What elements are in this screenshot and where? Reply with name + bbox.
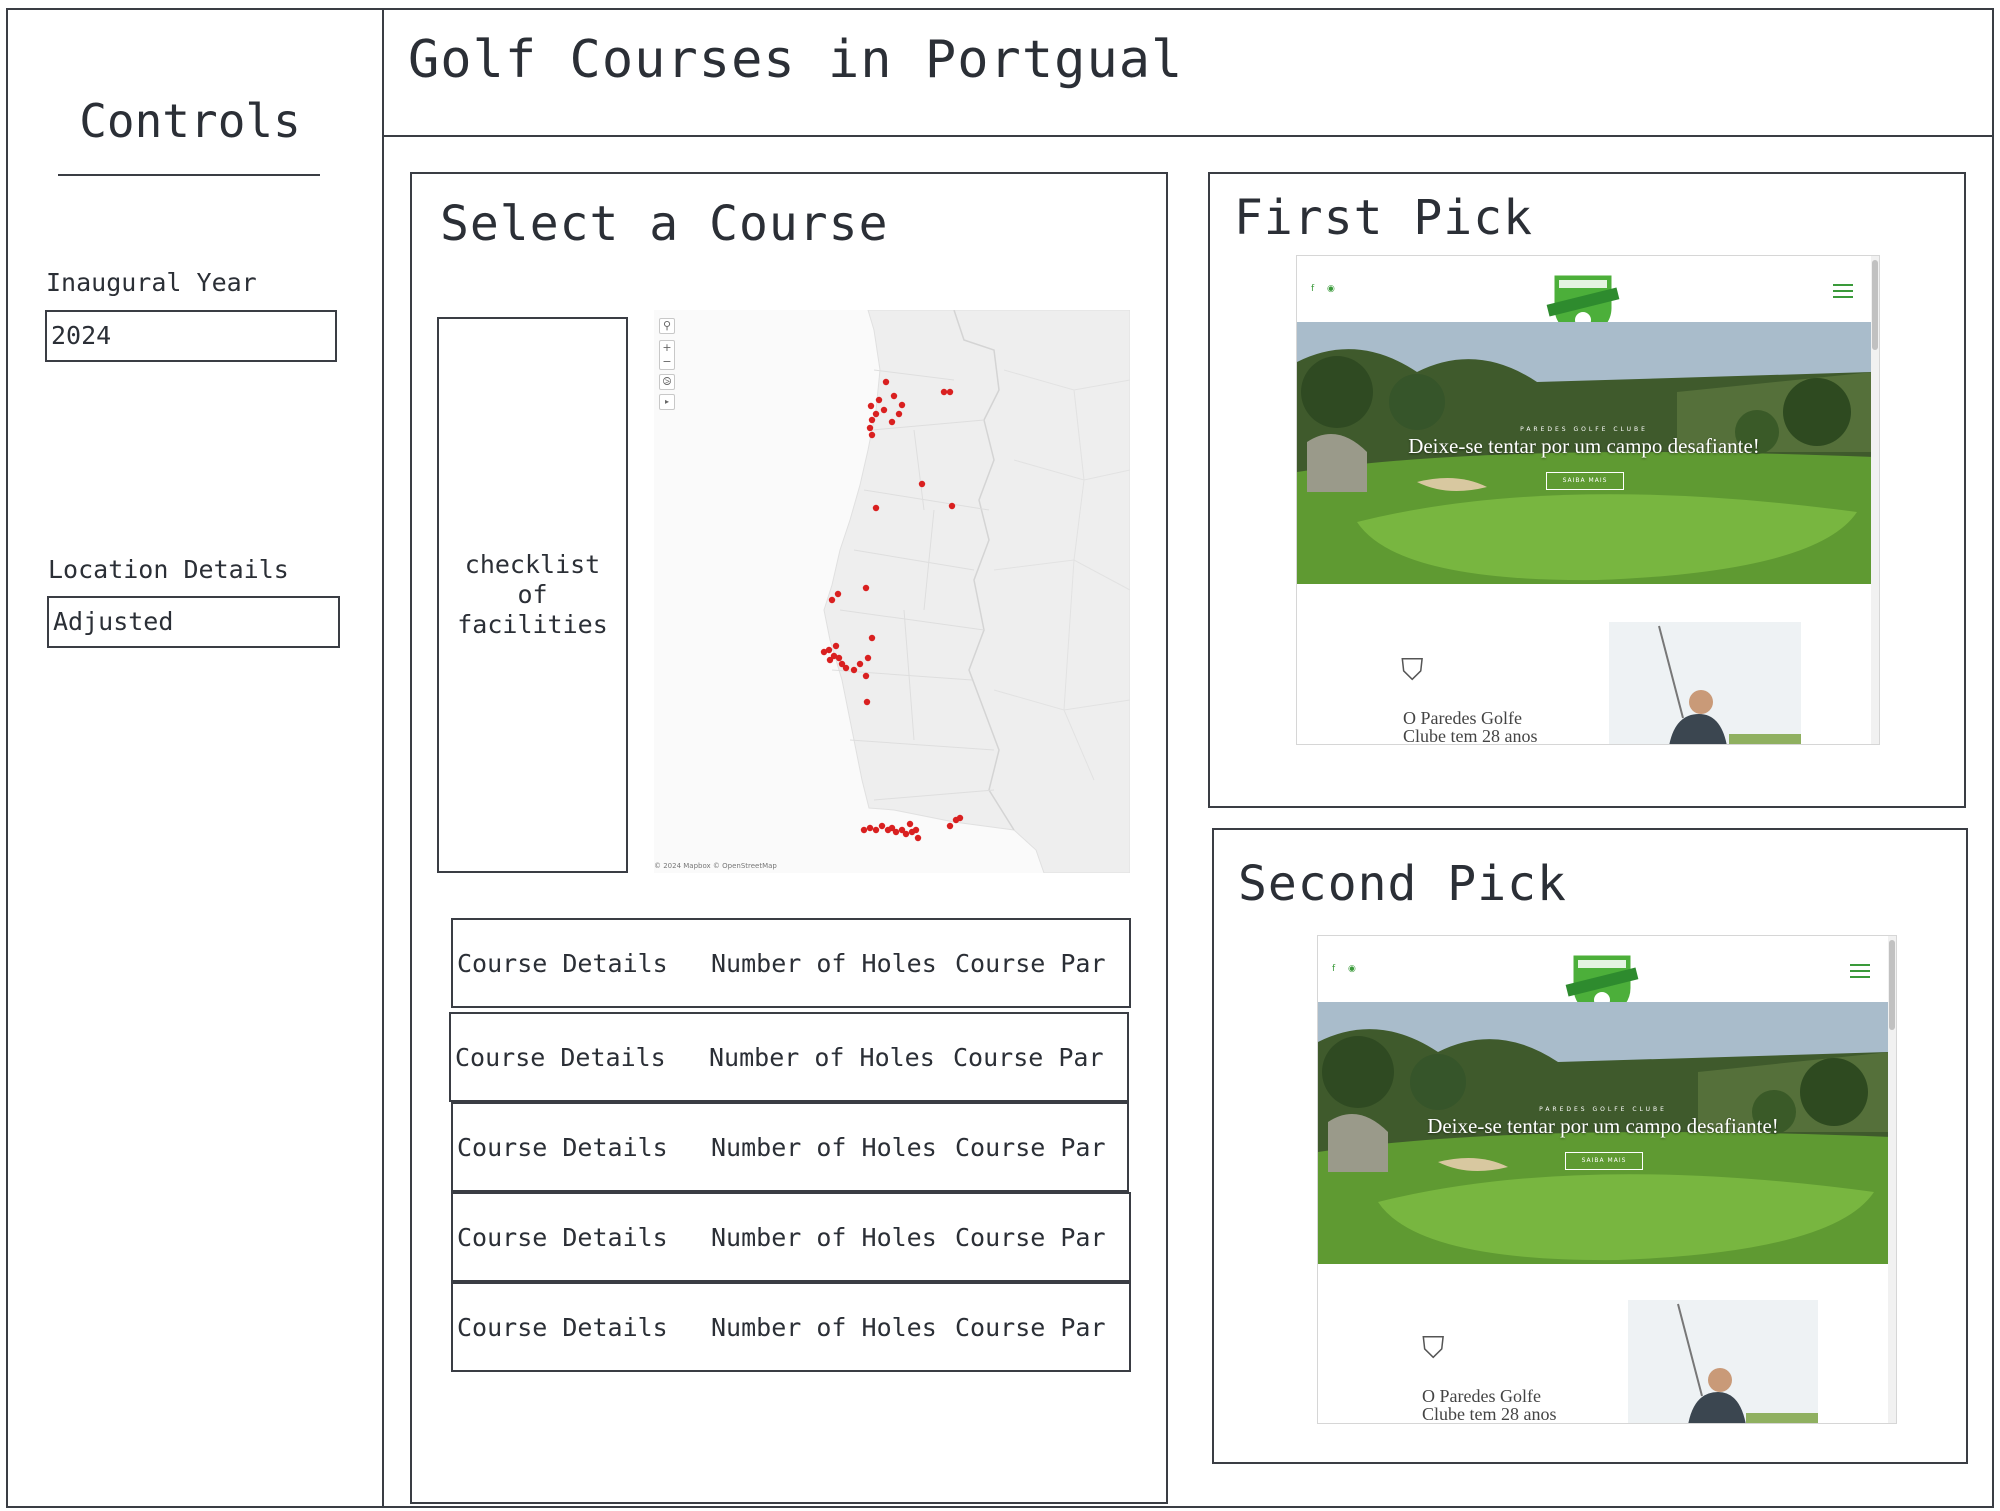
site-hero bbox=[1297, 322, 1871, 584]
preview-scrollbar[interactable] bbox=[1871, 256, 1879, 744]
course-marker[interactable] bbox=[868, 403, 874, 409]
course-marker[interactable] bbox=[896, 411, 902, 417]
course-marker[interactable] bbox=[873, 411, 879, 417]
course-marker[interactable] bbox=[949, 503, 955, 509]
site-hero bbox=[1318, 1002, 1888, 1264]
course-marker[interactable] bbox=[907, 821, 913, 827]
par-cell: Course Par bbox=[955, 1312, 1106, 1342]
course-marker[interactable] bbox=[883, 379, 889, 385]
table-row[interactable] bbox=[451, 1192, 1131, 1282]
inaugural-year-input[interactable]: 2024 bbox=[45, 310, 337, 362]
golf-cart-icon: ⛉ bbox=[1422, 1332, 1445, 1365]
course-marker[interactable] bbox=[873, 827, 879, 833]
course-marker[interactable] bbox=[893, 829, 899, 835]
facilities-checklist-label: checklist of facilities bbox=[457, 550, 608, 639]
course-marker[interactable] bbox=[891, 393, 897, 399]
lasso-icon[interactable]: ⧁ bbox=[659, 374, 675, 390]
course-details-cell: Course Details bbox=[457, 1222, 668, 1252]
saiba-mais-button[interactable]: SAIBA MAIS bbox=[1546, 472, 1624, 490]
course-map[interactable] bbox=[654, 310, 1130, 873]
years-text-line2: Clube tem 28 anos bbox=[1422, 1404, 1557, 1424]
course-marker[interactable] bbox=[869, 432, 875, 438]
preview-scrollbar[interactable] bbox=[1888, 936, 1896, 1423]
location-details-input[interactable]: Adjusted bbox=[47, 596, 340, 648]
course-marker[interactable] bbox=[821, 649, 827, 655]
course-markers bbox=[654, 310, 1130, 873]
zoom-out-icon[interactable]: − bbox=[662, 355, 672, 368]
course-details-cell: Course Details bbox=[455, 1042, 666, 1072]
sidebar-title-underline bbox=[58, 174, 320, 176]
holes-cell: Number of Holes bbox=[709, 1042, 935, 1072]
course-marker[interactable] bbox=[915, 835, 921, 841]
hamburger-menu-icon[interactable] bbox=[1850, 964, 1870, 978]
course-marker[interactable] bbox=[941, 389, 947, 395]
course-marker[interactable] bbox=[857, 661, 863, 667]
course-details-cell: Course Details bbox=[457, 1312, 668, 1342]
holes-cell: Number of Holes bbox=[711, 1222, 937, 1252]
course-marker[interactable] bbox=[947, 823, 953, 829]
course-marker[interactable] bbox=[827, 657, 833, 663]
hero-headline: Deixe-se tentar por um campo desafiante! bbox=[1427, 1114, 1779, 1138]
instagram-icon[interactable]: ◉ bbox=[1327, 284, 1335, 294]
course-marker[interactable] bbox=[861, 827, 867, 833]
course-marker[interactable] bbox=[865, 655, 871, 661]
par-cell: Course Par bbox=[955, 1222, 1106, 1252]
holes-cell: Number of Holes bbox=[711, 1312, 937, 1342]
course-marker[interactable] bbox=[829, 597, 835, 603]
map-attribution: © 2024 Mapbox © OpenStreetMap bbox=[654, 862, 777, 870]
first-pick-title: First Pick bbox=[1234, 190, 1533, 246]
search-icon[interactable]: ⚲ bbox=[659, 318, 675, 334]
second-pick-website-preview[interactable] bbox=[1317, 935, 1897, 1424]
course-marker[interactable] bbox=[903, 831, 909, 837]
facebook-icon[interactable]: f bbox=[1332, 964, 1336, 974]
table-row[interactable] bbox=[451, 1102, 1129, 1192]
hero-eyebrow: PAREDES GOLFE CLUBE bbox=[1520, 426, 1648, 433]
course-details-cell: Course Details bbox=[457, 948, 668, 978]
course-marker[interactable] bbox=[836, 655, 842, 661]
course-marker[interactable] bbox=[869, 417, 875, 423]
course-marker[interactable] bbox=[913, 827, 919, 833]
course-marker[interactable] bbox=[879, 823, 885, 829]
par-cell: Course Par bbox=[955, 948, 1106, 978]
play-icon[interactable]: ▸ bbox=[659, 394, 675, 410]
course-marker[interactable] bbox=[843, 665, 849, 671]
select-course-title: Select a Course bbox=[440, 196, 889, 252]
instagram-icon[interactable]: ◉ bbox=[1348, 964, 1356, 974]
golfer-photo bbox=[1609, 622, 1801, 745]
course-marker[interactable] bbox=[851, 667, 857, 673]
years-text-line1: O Paredes Golfe bbox=[1422, 1386, 1541, 1406]
facebook-icon[interactable]: f bbox=[1311, 284, 1315, 294]
golfer-photo bbox=[1628, 1300, 1818, 1424]
course-marker[interactable] bbox=[833, 643, 839, 649]
course-marker[interactable] bbox=[919, 481, 925, 487]
hero-headline: Deixe-se tentar por um campo desafiante! bbox=[1408, 434, 1760, 458]
course-marker[interactable] bbox=[835, 591, 841, 597]
course-marker[interactable] bbox=[876, 397, 882, 403]
par-cell: Course Par bbox=[955, 1132, 1106, 1162]
course-marker[interactable] bbox=[881, 407, 887, 413]
zoom-in-icon[interactable]: + bbox=[662, 341, 672, 354]
hero-eyebrow: PAREDES GOLFE CLUBE bbox=[1539, 1106, 1667, 1113]
years-text-line2: Clube tem 28 anos bbox=[1403, 726, 1538, 745]
sidebar-title: Controls bbox=[79, 94, 301, 148]
course-marker[interactable] bbox=[889, 419, 895, 425]
course-marker[interactable] bbox=[957, 815, 963, 821]
par-cell: Course Par bbox=[953, 1042, 1104, 1072]
golf-cart-icon: ⛉ bbox=[1401, 654, 1424, 687]
header-divider bbox=[382, 135, 1994, 137]
course-marker[interactable] bbox=[899, 402, 905, 408]
first-pick-website-preview[interactable] bbox=[1296, 255, 1880, 745]
table-row[interactable] bbox=[451, 918, 1131, 1008]
sidebar-divider bbox=[382, 8, 384, 1508]
course-marker[interactable] bbox=[869, 635, 875, 641]
years-text-line1: O Paredes Golfe bbox=[1403, 708, 1522, 728]
course-marker[interactable] bbox=[947, 389, 953, 395]
table-row[interactable] bbox=[449, 1012, 1129, 1102]
holes-cell: Number of Holes bbox=[711, 948, 937, 978]
holes-cell: Number of Holes bbox=[711, 1132, 937, 1162]
course-marker[interactable] bbox=[873, 505, 879, 511]
second-pick-title: Second Pick bbox=[1238, 856, 1567, 912]
hamburger-menu-icon[interactable] bbox=[1833, 284, 1853, 298]
page-title: Golf Courses in Portgual bbox=[408, 30, 1184, 90]
course-marker[interactable] bbox=[864, 699, 870, 705]
saiba-mais-button[interactable]: SAIBA MAIS bbox=[1565, 1152, 1643, 1170]
course-marker[interactable] bbox=[863, 585, 869, 591]
table-row[interactable] bbox=[451, 1282, 1131, 1372]
course-marker[interactable] bbox=[863, 673, 869, 679]
course-marker[interactable] bbox=[867, 825, 873, 831]
course-marker[interactable] bbox=[867, 425, 873, 431]
location-details-label: Location Details bbox=[48, 555, 289, 584]
facilities-checklist[interactable] bbox=[437, 317, 628, 873]
inaugural-year-label: Inaugural Year bbox=[46, 268, 257, 297]
course-details-cell: Course Details bbox=[457, 1132, 668, 1162]
